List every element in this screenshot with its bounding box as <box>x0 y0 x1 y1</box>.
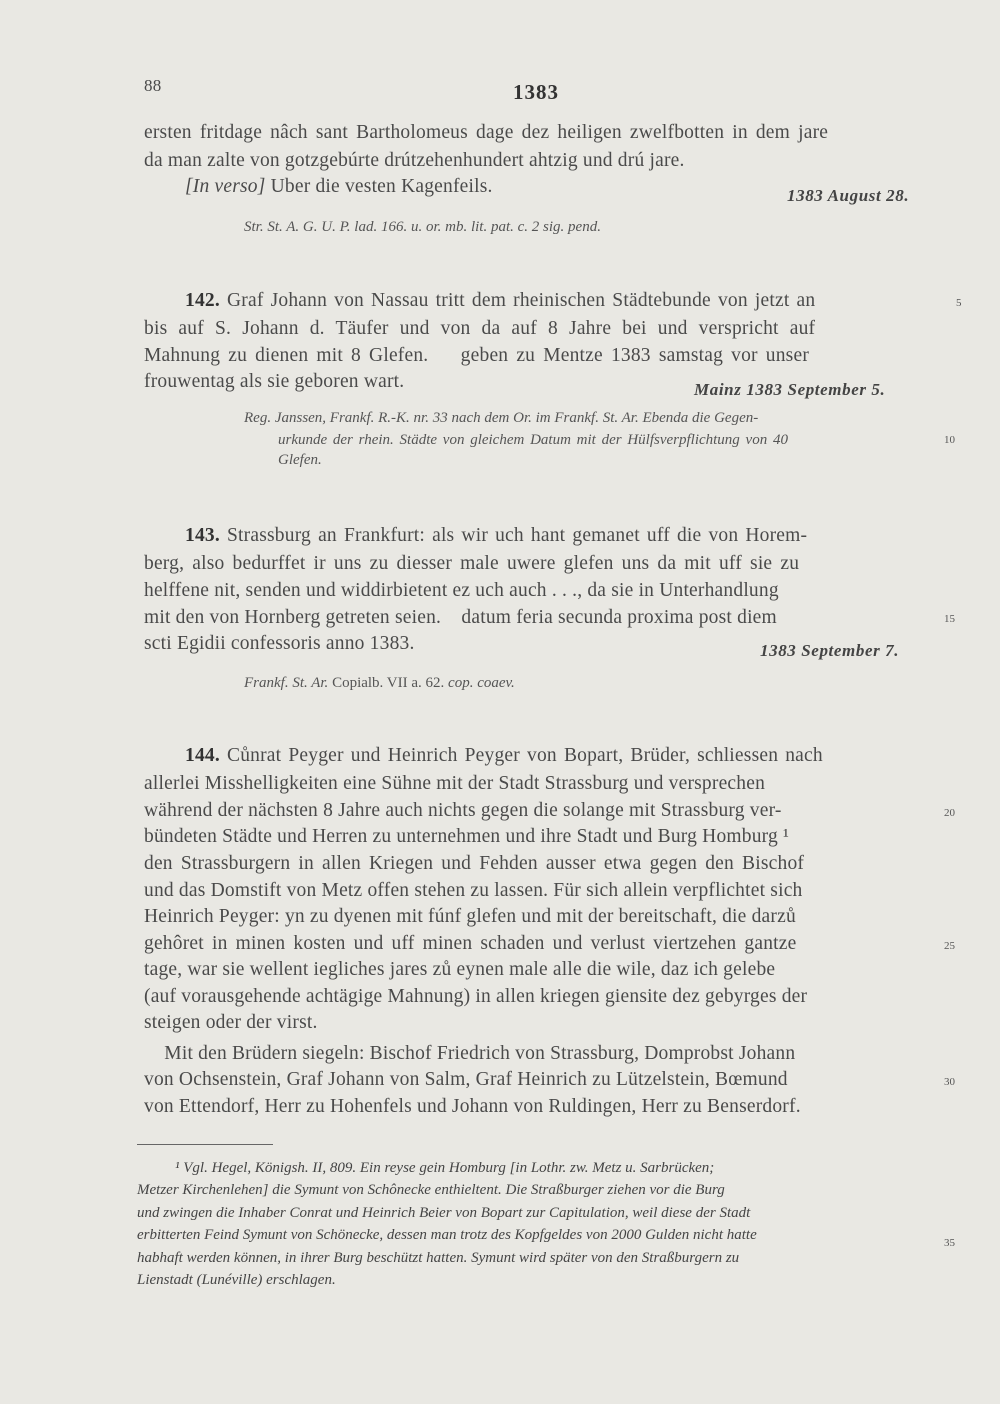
source-citation <box>244 675 515 692</box>
entry-first-line <box>185 745 823 767</box>
text-line: scti Egidii confessoris anno 1383. <box>144 633 415 654</box>
entry-first-line <box>185 525 807 547</box>
text-line: von Ochsenstein, Graf Johann von Salm, Graf Heinrich zu Lützelstein, Bœmund <box>144 1069 788 1090</box>
footnote-line: habhaft werden können, in ihrer Burg beschützt hatten. Symunt wird später von den Straßburgern zu <box>137 1250 740 1266</box>
text-line: bündeten Städte und Herren zu unternehmen und ihre Stadt und Burg Homburg ¹ <box>144 826 790 847</box>
text-line: helffene nit, senden und widdirbietent ez uch auch . . ., da sie in Unterhandlung <box>144 580 779 601</box>
text-line: Mit den Brüdern siegeln: Bischof Friedrich von Strassburg, Domprobst Johann <box>144 1043 796 1064</box>
verso-line <box>185 176 493 198</box>
text-line: während der nächsten 8 Jahre auch nichts gegen die solange mit Strassburg ver- <box>144 800 782 821</box>
text-line: Mahnung zu dienen mit 8 Glefen. geben zu Mentze 1383 samstag vor unser <box>144 345 810 366</box>
margin-line-number: 5 <box>956 297 962 309</box>
page-year-header: 1383 <box>513 80 559 104</box>
footnote-line: und zwingen die Inhaber Conrat und Heinrich Beier von Bopart zur Capitulation, weil diese der Stadt <box>137 1205 751 1221</box>
text-line: Heinrich Peyger: yn zu dyenen mit fúnf glefen und mit der bereitschaft, die darzů <box>144 906 796 927</box>
entry-first-line <box>185 290 815 312</box>
source-type: cop. coaev. <box>448 675 515 691</box>
source-citation: Str. St. A. G. U. P. lad. 166. u. or. mb. lit. pat. c. 2 sig. pend. <box>244 219 601 235</box>
footnote-line: ¹ Vgl. Hegel, Königsh. II, 809. Ein reyse gein Homburg [in Lothr. zw. Metz u. Sarbrücken; <box>175 1160 715 1176</box>
entry-number: 142. <box>185 290 220 311</box>
page-number: 88 <box>144 76 162 95</box>
source-citation: urkunde der rhein. Städte von gleichem Datum mit der Hülfsverpflichtung von 40 <box>278 432 788 448</box>
footnote-line: Metzer Kirchenlehen] die Symunt von Schônecke enthieltent. Die Straßburger ziehen vor die Burg <box>137 1182 725 1198</box>
text-line: tage, war sie wellent iegliches jares zů eynen male alle die wile, daz ich gelebe <box>144 959 776 980</box>
margin-line-number: 35 <box>944 1237 955 1249</box>
footnote-line: erbitterten Feind Symunt von Schönecke, dessen man trotz des Kopfgeldes von 2000 Gulden nicht hatte <box>137 1227 757 1243</box>
text-line: mit den von Hornberg getreten seien. datum feria secunda proxima post diem <box>144 607 777 628</box>
text-line: gehôret in minen kosten und uff minen schaden und verlust viertzehen gantze <box>144 933 797 954</box>
verso-label: [In verso] <box>185 176 266 197</box>
text-line: allerlei Misshelligkeiten eine Sühne mit der Stadt Strassburg und versprechen <box>144 773 766 794</box>
text-line: da man zalte von gotzgebúrte drútzehenhundert ahtzig und drú jare. <box>144 150 685 171</box>
text-line: und das Domstift von Metz offen stehen zu lassen. Für sich allein verpflichtet sich <box>144 880 803 901</box>
text-line: (auf vorausgehende achtägige Mahnung) in allen kriegen giensite dez gebyrges der <box>144 986 808 1007</box>
document-date: Mainz 1383 September 5. <box>694 380 886 399</box>
verso-text: Uber die vesten Kagenfeils. <box>265 176 493 197</box>
source-volume: Copialb. VII a. 62. <box>328 675 449 691</box>
entry-heading: Strassburg an Frankfurt: als wir uch hant gemanet uff die von Horem- <box>219 525 808 546</box>
text-line: bis auf S. Johann d. Täufer und von da auf 8 Jahre bei und verspricht auf <box>144 318 816 339</box>
text-line: ersten fritdage nâch sant Bartholomeus dage dez heiligen zwelfbotten in dem jare <box>144 122 829 143</box>
footnote-line: Lienstadt (Lunéville) erschlagen. <box>137 1272 336 1288</box>
text-line: frouwentag als sie geboren wart. <box>144 371 405 392</box>
source-citation: Glefen. <box>278 452 322 468</box>
footnote-divider <box>137 1144 273 1145</box>
text-line: von Ettendorf, Herr zu Hohenfels und Johann von Ruldingen, Herr zu Benserdorf. <box>144 1096 801 1117</box>
entry-heading: Graf Johann von Nassau tritt dem rheinischen Städtebunde von jetzt an <box>219 290 816 311</box>
document-date: 1383 August 28. <box>787 186 910 205</box>
margin-line-number: 20 <box>944 807 955 819</box>
source-citation: Reg. Janssen, Frankf. R.-K. nr. 33 nach dem Or. im Frankf. St. Ar. Ebenda die Gegen- <box>244 410 759 426</box>
text-line: steigen oder der virst. <box>144 1012 318 1033</box>
entry-number: 144. <box>185 745 220 766</box>
margin-line-number: 25 <box>944 940 955 952</box>
entry-heading: Cůnrat Peyger und Heinrich Peyger von Bopart, Brüder, schliessen nach <box>219 745 823 766</box>
margin-line-number: 10 <box>944 434 955 446</box>
margin-line-number: 30 <box>944 1076 955 1088</box>
document-date: 1383 September 7. <box>760 641 900 660</box>
text-line: berg, also bedurffet ir uns zu diesser male uwere glefen uns da mit uff sie zu <box>144 553 800 574</box>
margin-line-number: 15 <box>944 613 955 625</box>
text-line: den Strassburgern in allen Kriegen und Fehden ausser etwa gegen den Bischof <box>144 853 805 874</box>
source-archive: Frankf. St. Ar. <box>244 675 329 691</box>
entry-number: 143. <box>185 525 220 546</box>
